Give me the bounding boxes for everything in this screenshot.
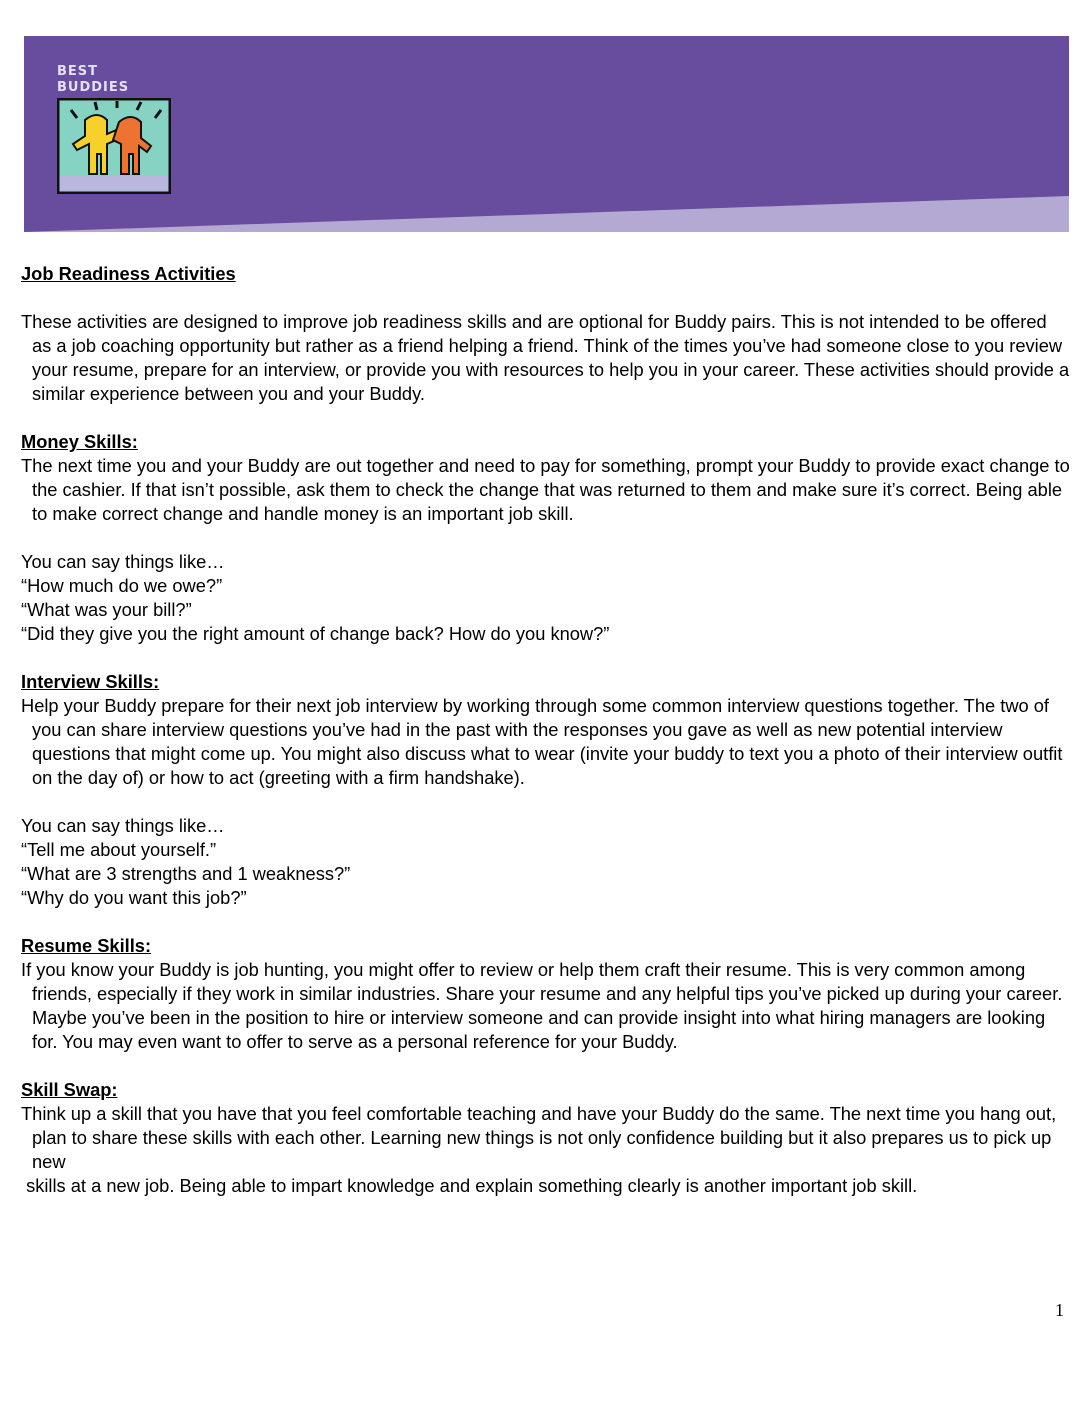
best-buddies-logo (57, 64, 175, 194)
money-example: “What was your bill?” (21, 599, 192, 620)
banner-band (24, 36, 1069, 232)
money-skills-heading: Money Skills: (21, 431, 138, 452)
interview-example: “What are 3 strengths and 1 weakness?” (21, 863, 351, 884)
skill-swap-paragraph-continued: skills at a new job. Being able to impart knowledge and explain something clearly is another important job skill. (21, 1175, 918, 1196)
resume-skills-heading: Resume Skills: (21, 935, 152, 956)
page-title: Job Readiness Activities (21, 263, 236, 284)
page-number: 1 (1055, 1300, 1064, 1320)
document-body (21, 262, 1071, 1198)
interview-lead: You can say things like… (21, 815, 225, 836)
money-example: “How much do we owe?” (21, 575, 223, 596)
money-example: “Did they give you the right amount of change back? How do you know?” (21, 623, 610, 644)
money-skills-paragraph: The next time you and your Buddy are out together and need to pay for something, prompt your Buddy to provide exact change to the cashier. If that isn’t possible, ask them to check the change that was returned to them and make sure it’s correct. Being able to make correct change and handle money is an important job skill. (21, 455, 1070, 524)
logo-figures-icon (57, 98, 171, 194)
interview-skills-heading: Interview Skills: (21, 671, 160, 692)
interview-skills-paragraph: Help your Buddy prepare for their next job interview by working through some common interview questions together. The two of you can share interview questions you’ve had in the past with the responses you gave as well as new potential interview questions that might come up. You might also discuss what to wear (invite your buddy to text you a photo of their interview outfit on the day of) or how to act (greeting with a firm handshake). (21, 695, 1063, 788)
skill-swap-heading: Skill Swap: (21, 1079, 118, 1100)
interview-example: “Tell me about yourself.” (21, 839, 217, 860)
interview-example: “Why do you want this job?” (21, 887, 247, 908)
money-lead: You can say things like… (21, 551, 225, 572)
logo-text: BEST BUDDIES (57, 64, 130, 95)
resume-skills-paragraph: If you know your Buddy is job hunting, you might offer to review or help them craft their resume. This is very common among friends, especially if they work in similar industries. Share your resume and any helpful tips you’ve picked up during your career. Maybe you’ve been in the position to hire or interview someone and can provide insight into what hiring managers are looking for. You may even want to offer to serve as a personal reference for your Buddy. (21, 959, 1063, 1052)
header-banner (24, 36, 1069, 232)
skill-swap-paragraph: Think up a skill that you have that you feel comfortable teaching and have your Buddy do the same. The next time you hang out, plan to share these skills with each other. Learning new things is not only confidence building but it also prepares us to pick up new (21, 1103, 1057, 1172)
intro-paragraph: These activities are designed to improve job readiness skills and are optional for Buddy pairs. This is not intended to be offered as a job coaching opportunity but rather as a friend helping a friend. Think of the times you’ve had someone close to you review your resume, prepare for an interview, or provide you with resources to help you in your career. These activities should provide a similar experience between you and your Buddy. (21, 311, 1070, 404)
